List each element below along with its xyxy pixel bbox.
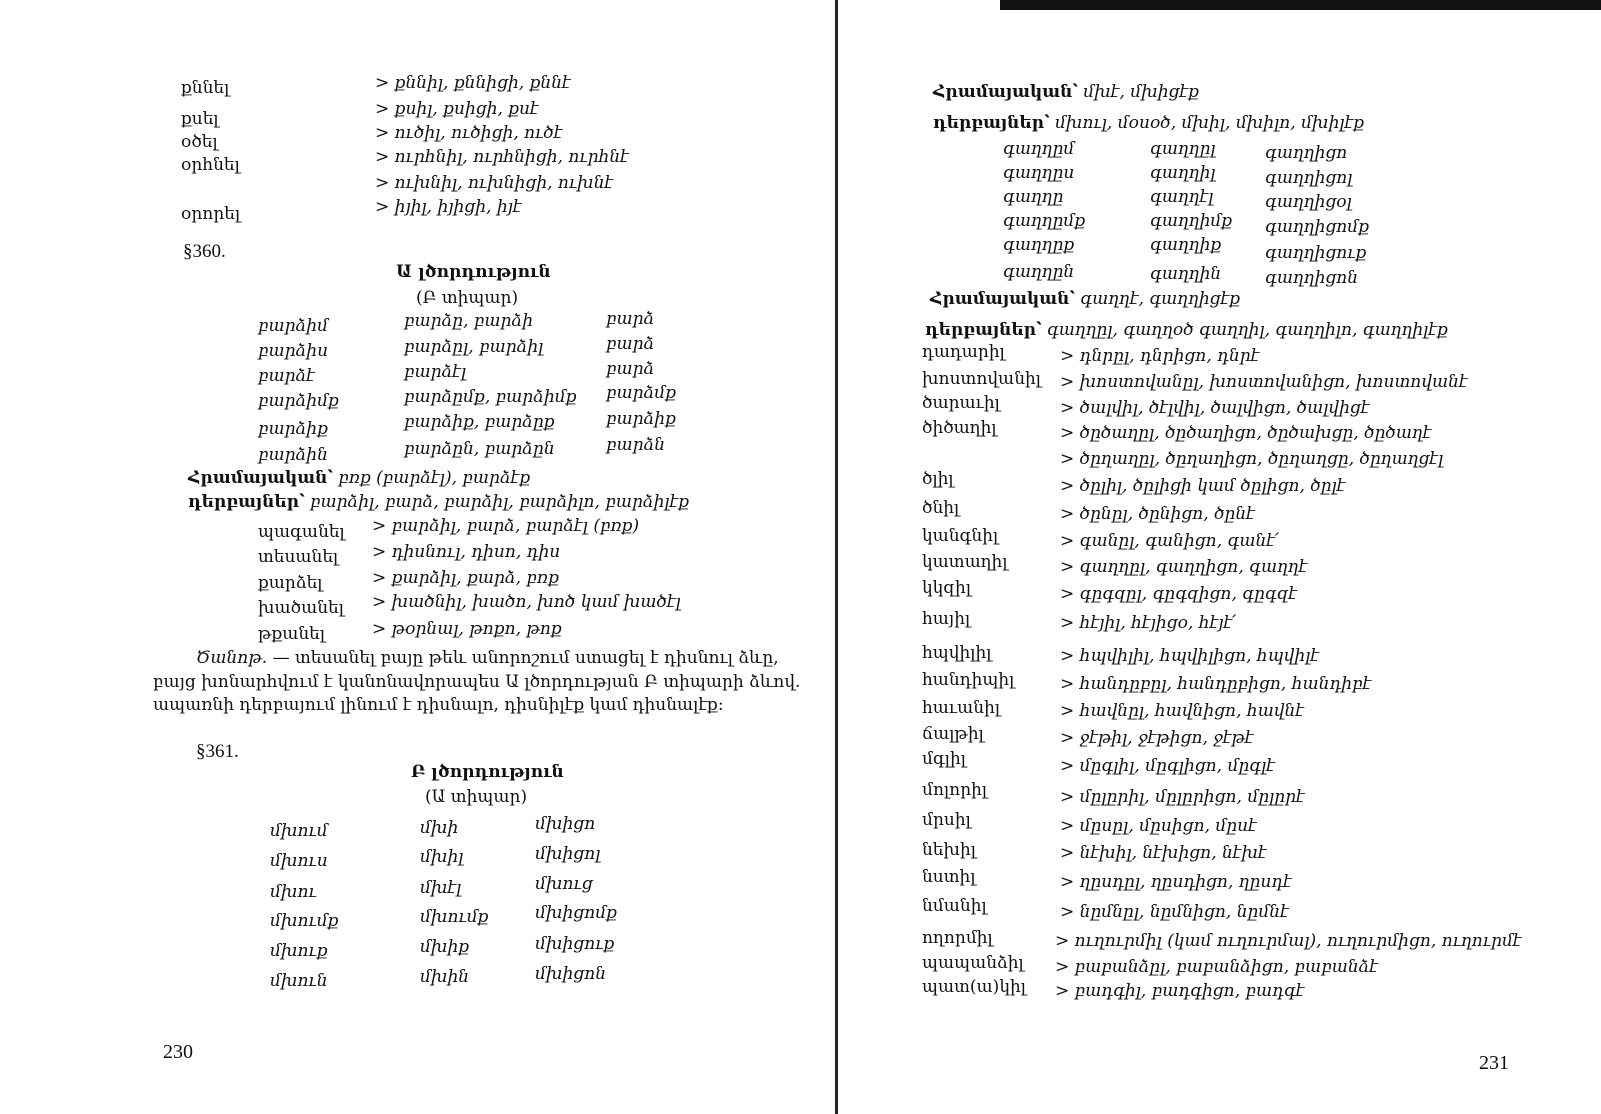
verb-infinitive: խոստովանիլ bbox=[922, 369, 1041, 389]
verb-infinitive: քարձել bbox=[258, 573, 323, 593]
paradigm-cell: գաղղիլ bbox=[1150, 163, 1216, 183]
verb-infinitive: ծլիլ bbox=[922, 469, 954, 489]
verb-infinitive: հպվիլիլ bbox=[922, 643, 992, 663]
imperative-line bbox=[933, 84, 1199, 101]
verb-infinitive: քննել bbox=[181, 78, 230, 98]
verb-forms: > ծըղաղըլ, ծըղաղիցո, ծըղաղցը, ծըղաղցէլ bbox=[1060, 449, 1444, 469]
participles-line bbox=[188, 494, 689, 511]
verb-infinitive: կատաղիլ bbox=[922, 552, 1008, 572]
paradigm-cell: մխիցոն bbox=[535, 964, 607, 984]
verb-infinitive: ճալթիլ bbox=[922, 724, 984, 744]
paradigm-cell: մխէլ bbox=[420, 878, 462, 898]
right-page bbox=[845, 0, 1601, 1114]
paradigm-cell: մխի bbox=[420, 818, 459, 838]
verb-infinitive: մոլորիլ bbox=[922, 780, 988, 800]
verb-forms: > ծըլիլ, ծըլիցի կամ ծըլիցո, ծըլէ bbox=[1060, 476, 1346, 496]
section-subtitle: (Բ տիպար) bbox=[416, 288, 519, 308]
paradigm-cell: մխին bbox=[420, 967, 470, 987]
verb-forms: > խածնիլ, խածո, խոծ կամ խածէլ bbox=[372, 592, 681, 612]
paradigm-cell: գաղղըլ bbox=[1150, 139, 1216, 159]
paradigm-cell: մխում bbox=[270, 821, 328, 841]
verb-forms: > դիսնուլ, դիսո, դիս bbox=[372, 542, 561, 562]
paradigm-cell: մխիցո bbox=[535, 814, 596, 834]
paradigm-cell: մխիցոմք bbox=[535, 903, 617, 923]
section-title: Ա լծորդություն bbox=[396, 262, 551, 282]
paradigm-cell: բարձէ bbox=[258, 366, 315, 386]
verb-forms: > գըգզըլ, գըգզիցո, գըգզէ bbox=[1060, 584, 1298, 604]
participles-label: դերբայներ՝ bbox=[933, 113, 1050, 133]
section-subtitle: (Ա տիպար) bbox=[425, 787, 528, 807]
participles-label: դերբայներ՝ bbox=[188, 492, 305, 512]
paradigm-cell: մխումք bbox=[270, 911, 339, 931]
verb-infinitive: ողորմիլ bbox=[922, 928, 993, 948]
paradigm-cell: գաղղըմ bbox=[1003, 139, 1075, 159]
verb-forms: > նէխիլ, նէխիցո, նէխէ bbox=[1060, 843, 1267, 863]
paradigm-cell: գաղղիցո bbox=[1265, 143, 1348, 163]
paradigm-cell: բարձըմք, բարձիմք bbox=[404, 387, 577, 407]
verb-forms: > ուրհնիլ, ուրհնիցի, ուրհնէ bbox=[375, 147, 629, 167]
paradigm-cell: բարձըն, բարձըն bbox=[404, 439, 555, 459]
paradigm-cell: գաղղը bbox=[1003, 187, 1064, 207]
paradigm-cell: գաղղիք bbox=[1150, 235, 1222, 255]
page-number: 231 bbox=[1479, 1052, 1509, 1074]
verb-infinitive: խածանել bbox=[258, 598, 344, 618]
verb-infinitive: պապանձիլ bbox=[922, 953, 1024, 973]
verb-forms: > գաղղըլ, գաղղիցո, գաղղէ bbox=[1060, 557, 1308, 577]
verb-infinitive: օրորել bbox=[181, 204, 241, 224]
paradigm-cell: բարձիք bbox=[258, 419, 328, 439]
verb-infinitive: ծնիլ bbox=[922, 498, 960, 518]
verb-forms: > մըսըլ, մըսիցո, մըսէ bbox=[1060, 816, 1257, 836]
verb-forms: > ղըսդըլ, ղըսդիցո, ղըսդէ bbox=[1060, 872, 1292, 892]
paradigm-cell: բարձիմ bbox=[258, 316, 329, 336]
note-line bbox=[196, 650, 779, 667]
paradigm-cell: մխուց bbox=[535, 874, 593, 894]
paradigm-cell: գաղղըն bbox=[1003, 262, 1075, 282]
paradigm-cell: գաղղիմք bbox=[1150, 211, 1233, 231]
verb-forms: > բաբանձըլ, բաբանձիցո, բաբանձէ bbox=[1055, 957, 1379, 977]
verb-forms: > նըմնըլ, նըմնիցո, նըմնէ bbox=[1060, 902, 1289, 922]
note-text: բայց խոնարհվում է կանոնավորապես Ա լծորդության Բ տիպարի ձևով. bbox=[153, 672, 801, 692]
verb-infinitive: քսել bbox=[181, 109, 219, 129]
verb-infinitive: նստիլ bbox=[922, 867, 976, 887]
verb-forms: > հպվիլիլ, հպվիլիցո, հպվիլէ bbox=[1060, 646, 1320, 666]
verb-infinitive: հանդիպիլ bbox=[922, 670, 1015, 690]
verb-infinitive: կկզիլ bbox=[922, 578, 972, 598]
paradigm-cell: մխուս bbox=[270, 851, 328, 871]
verb-infinitive: դադարիլ bbox=[922, 342, 1005, 362]
paradigm-cell: գաղղիցոլ bbox=[1265, 168, 1353, 188]
verb-infinitive: պագանել bbox=[258, 522, 345, 542]
note-label: Ծանոթ. — bbox=[196, 648, 290, 668]
paradigm-cell: մխու bbox=[270, 882, 317, 902]
verb-infinitive: թքանել bbox=[258, 624, 326, 644]
verb-forms: > հավնըլ, հավնիցո, հավնէ bbox=[1060, 701, 1305, 721]
participles-forms: բարձիլ, բարձ, բարձիլ, բարձիլո, բարձիլէք bbox=[304, 492, 690, 512]
imperative-forms: գաղղէ, գաղղիցէք bbox=[1074, 289, 1241, 309]
verb-infinitive: ծարաւիլ bbox=[922, 393, 1000, 413]
verb-forms: > մըլըրիլ, մըլըրիցո, մըլըրէ bbox=[1060, 787, 1305, 807]
verb-infinitive: պատ(ա)կիլ bbox=[922, 977, 1026, 997]
paradigm-cell: գաղղիցուք bbox=[1265, 243, 1367, 263]
verb-forms: > ուղուրմիլ (կամ ուղուրմալ), ուղուրմիցո, ուղուրմէ bbox=[1055, 931, 1522, 951]
participles-forms: մխուլ, մօսօծ, մխիլ, մխիլո, մխիլէք bbox=[1049, 113, 1365, 133]
verb-forms: > ծալվիլ, ծէլվիլ, ծալվիցո, ծալվիցէ bbox=[1060, 398, 1370, 418]
verb-forms: > հէյիլ, հէյիցօ, հէյէ՛ bbox=[1060, 613, 1237, 633]
verb-infinitive: հաւանիլ bbox=[922, 698, 1001, 718]
verb-forms: > քսիլ, քսիցի, քսէ bbox=[375, 99, 539, 119]
paradigm-cell: գաղղիցոն bbox=[1265, 268, 1359, 288]
verb-forms: > բադգիլ, բադգիցո, բադգէ bbox=[1055, 981, 1305, 1001]
paradigm-cell: բարձիք bbox=[606, 409, 676, 429]
verb-infinitive: նմանիլ bbox=[922, 896, 987, 916]
verb-infinitive: տեսանել bbox=[258, 547, 339, 567]
paradigm-cell: գաղղըմք bbox=[1003, 211, 1086, 231]
paradigm-cell: բարձմք bbox=[606, 383, 677, 403]
verb-forms: > քարձիլ, քարձ, բռք bbox=[372, 568, 559, 588]
paradigm-cell: բարձ bbox=[606, 309, 655, 329]
imperative-forms: մխէ, մխիցէք bbox=[1077, 82, 1199, 102]
verb-forms: > դնրըլ, դնրիցո, դնրէ bbox=[1060, 346, 1260, 366]
participles-line bbox=[925, 322, 1448, 339]
paradigm-cell: բարձն bbox=[606, 435, 666, 455]
paradigm-cell: մխիցուք bbox=[535, 934, 615, 954]
verb-infinitive: օրհնել bbox=[181, 155, 240, 175]
verb-forms: > խոստովանըլ, խոստովանիցո, խոստովանէ bbox=[1060, 372, 1468, 392]
verb-forms: > ջէթիլ, ջէթիցո, ջէթէ bbox=[1060, 728, 1254, 748]
verb-forms: > ծընըլ, ծընիցո, ծընէ bbox=[1060, 504, 1255, 524]
verb-forms: > ուխնիլ, ուխնիցի, ուխնէ bbox=[375, 173, 614, 193]
paradigm-cell: բարձըլ, բարձիլ bbox=[404, 337, 544, 357]
participles-forms: գաղղըլ, գաղղօծ գաղղիլ, գաղղիլո, գաղղիլէք bbox=[1041, 320, 1448, 340]
section-number: §361. bbox=[196, 741, 239, 762]
section-number: §360. bbox=[183, 241, 226, 262]
verb-forms: > հանդըբըլ, հանդըբիցո, հանդիբէ bbox=[1060, 674, 1372, 694]
note-text: տեսանել բայը թեև անորոշում ստացել է դիսնուլ ձևը, bbox=[294, 648, 779, 668]
page-number: 230 bbox=[163, 1041, 193, 1063]
imperative-line bbox=[930, 291, 1240, 308]
note-text: ապառնի դերբայում լինում է դիսնալո, դիսնիլէք կամ դիսնալէք: bbox=[153, 695, 724, 715]
paradigm-cell: մխիք bbox=[420, 937, 470, 957]
paradigm-cell: բարձը, բարձի bbox=[404, 311, 533, 331]
section-title: Բ լծորդություն bbox=[411, 762, 564, 782]
paradigm-cell: բարձիս bbox=[258, 341, 329, 361]
paradigm-cell: մխումք bbox=[420, 907, 489, 927]
verb-forms: > իյիլ, իյիցի, իյէ bbox=[375, 197, 522, 217]
paradigm-cell: բարձին bbox=[258, 445, 328, 465]
book-spine bbox=[835, 0, 838, 1114]
verb-infinitive: օծել bbox=[181, 132, 218, 152]
paradigm-cell: գաղղէլ bbox=[1150, 187, 1214, 207]
verb-forms: > գանըլ, գանիցո, գանէ՛ bbox=[1060, 531, 1279, 551]
paradigm-cell: բարձ bbox=[606, 359, 655, 379]
paradigm-cell: բարձիք, բարձըք bbox=[404, 412, 555, 432]
participles-line bbox=[933, 115, 1364, 132]
verb-forms: > ուծիլ, ուծիցի, ուծէ bbox=[375, 123, 563, 143]
paradigm-cell: մխուն bbox=[270, 971, 328, 991]
paradigm-cell: գաղղըք bbox=[1003, 235, 1075, 255]
verb-infinitive: հայիլ bbox=[922, 609, 971, 629]
verb-forms: > ծըծաղըլ, ծըծաղիցո, ծըծախցը, ծըծաղէ bbox=[1060, 423, 1432, 443]
verb-infinitive: ծիծաղիլ bbox=[922, 418, 997, 438]
paradigm-cell: մխուք bbox=[270, 941, 328, 961]
imperative-label: Հրամայական՝ bbox=[933, 82, 1078, 102]
verb-forms: > մըգլիլ, մըգլիցո, մըգլէ bbox=[1060, 756, 1275, 776]
paradigm-cell: գաղղին bbox=[1150, 264, 1222, 284]
imperative-label: Հրամայական՝ bbox=[930, 289, 1075, 309]
verb-infinitive: կանգնիլ bbox=[922, 526, 999, 546]
paradigm-cell: մխիլ bbox=[420, 847, 464, 867]
paradigm-cell: գաղղիցօլ bbox=[1265, 192, 1352, 212]
paradigm-cell: մխիցոլ bbox=[535, 844, 601, 864]
verb-infinitive: մրսիլ bbox=[922, 810, 971, 830]
verb-forms: > բարձիլ, բարձ, բարձէլ (բռք) bbox=[372, 516, 640, 536]
verb-forms: > թօրնալ, թոքո, թոք bbox=[372, 619, 562, 639]
imperative-line bbox=[188, 470, 530, 487]
verb-forms: > քննիլ, քննիցի, քննէ bbox=[375, 73, 571, 93]
paradigm-cell: բարձէլ bbox=[404, 362, 467, 382]
paradigm-cell: գաղղըս bbox=[1003, 163, 1075, 183]
imperative-label: Հրամայական՝ bbox=[188, 468, 333, 488]
verb-infinitive: նեխիլ bbox=[922, 840, 976, 860]
paradigm-cell: բարձիմք bbox=[258, 391, 339, 411]
participles-label: դերբայներ՝ bbox=[925, 320, 1042, 340]
paradigm-cell: գաղղիցոմք bbox=[1265, 217, 1370, 237]
paradigm-cell: բարձ bbox=[606, 334, 655, 354]
imperative-forms: բռք (բարձէլ), բարձէք bbox=[332, 468, 531, 488]
verb-infinitive: մգլիլ bbox=[922, 749, 966, 769]
